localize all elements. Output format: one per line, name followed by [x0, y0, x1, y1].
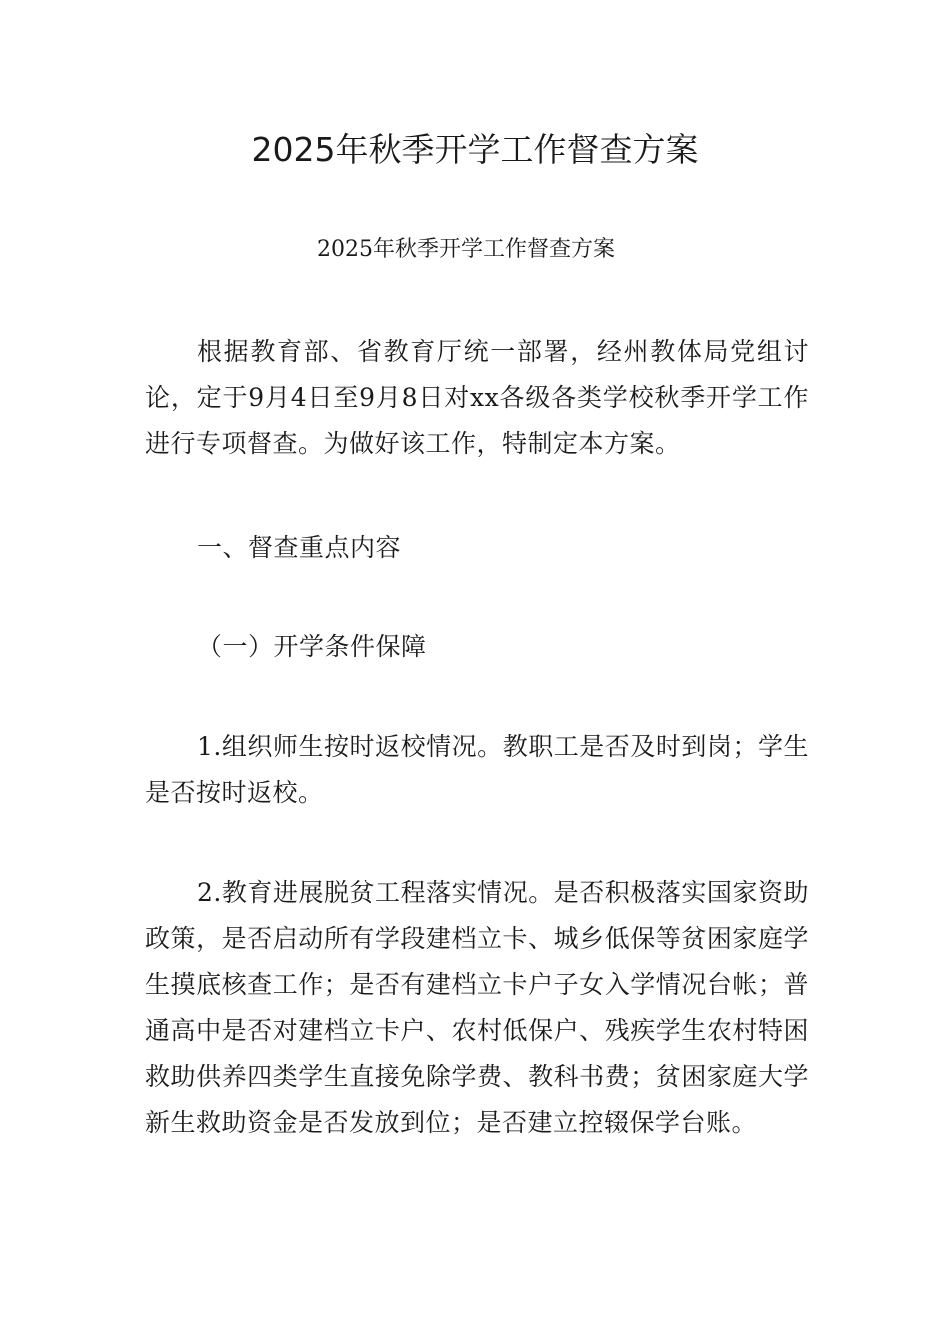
item-paragraph-2: 2.教育进展脱贫工程落实情况。是否积极落实国家资助政策，是否启动所有学段建档立卡、城乡低保等贫困家庭学生摸底核查工作；是否有建档立卡户子女入学情况台帐；普通高中是否对建档立卡户、农村低保户、残疾学生农村特困救助供养四类学生直接免除学费、教科书费；贫困家庭大学新生救助资金是否发放到位；是否建立控辍保学台账。: [145, 878, 809, 1137]
subsection-heading: （一）开学条件保障: [197, 632, 427, 661]
item-paragraph-1: 1.组织师生按时返校情况。教职工是否及时到岗；学生是否按时返校。: [145, 732, 809, 807]
intro-paragraph: 根据教育部、省教育厅统一部署，经州教体局党组讨论，定于9月4日至9月8日对xx各级各类学校秋季开学工作进行专项督查。为做好该工作，特制定本方案。: [145, 337, 809, 458]
document-title: 2025年秋季开学工作督查方案: [251, 130, 699, 169]
section-heading: 一、督查重点内容: [197, 533, 402, 562]
document-subtitle: 2025年秋季开学工作督查方案: [317, 237, 615, 262]
